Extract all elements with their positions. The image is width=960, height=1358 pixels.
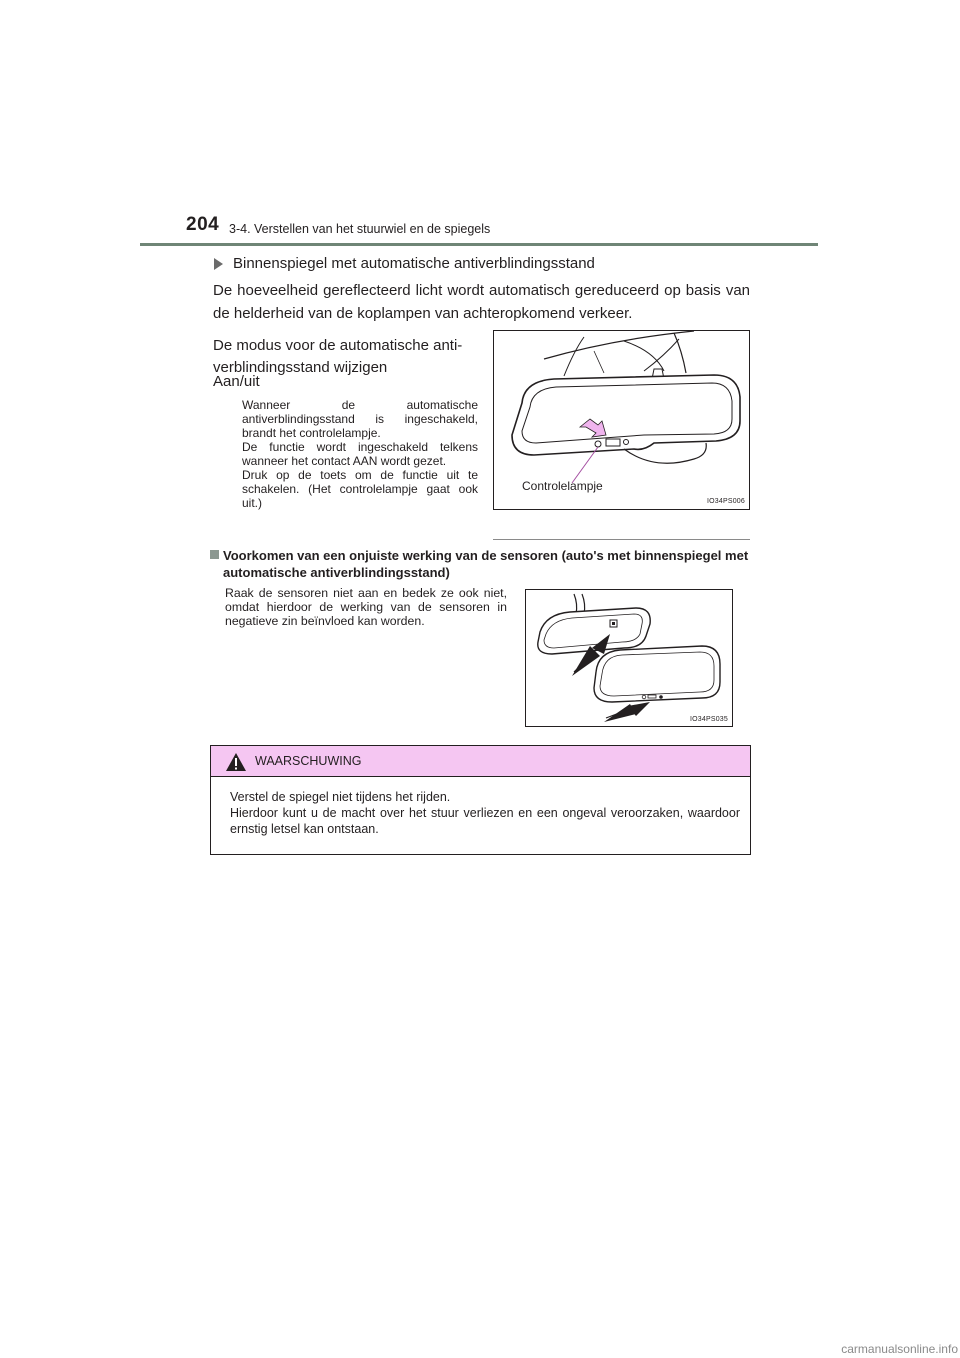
header-divider bbox=[140, 243, 818, 246]
bullet-heading-text: Binnenspiegel met automatische antiverblindingsstand bbox=[233, 255, 595, 272]
warning-icon bbox=[225, 752, 247, 772]
description-line: De functie wordt ingeschakeld telkens wanneer het contact AAN wordt gezet. bbox=[242, 440, 478, 468]
square-bullet-icon bbox=[210, 550, 219, 559]
warning-text bbox=[230, 789, 740, 837]
warning-box bbox=[210, 745, 751, 855]
figure-code: IO34PS035 bbox=[690, 716, 728, 723]
mode-heading-line2: verblindingsstand wijzigen bbox=[213, 359, 388, 376]
triangle-bullet-icon bbox=[214, 258, 223, 270]
mode-heading-line1: De modus voor de automatische anti- bbox=[213, 337, 463, 354]
watermark: carmanualsonline.info bbox=[841, 1342, 958, 1356]
mode-description bbox=[242, 398, 478, 510]
description-line: Druk op de toets om de functie uit te schakelen. (Het controlelampje gaat ook uit.) bbox=[242, 468, 478, 510]
warning-title: WAARSCHUWING bbox=[255, 754, 362, 768]
sensor-heading bbox=[210, 547, 755, 581]
warning-header bbox=[211, 746, 750, 777]
intro-paragraph bbox=[213, 279, 750, 325]
warning-line: Verstel de spiegel niet tijdens het rijden. bbox=[230, 790, 451, 804]
bullet-heading bbox=[213, 255, 595, 272]
section-title: 3-4. Verstellen van het stuurwiel en de spiegels bbox=[229, 222, 491, 236]
sensor-figure bbox=[525, 589, 733, 727]
sensor-heading-text: Voorkomen van een onjuiste werking van de sensoren (auto's met binnenspiegel met automatische antiverblindingsstand) bbox=[223, 548, 749, 580]
on-off-label: Aan/uit bbox=[213, 373, 260, 390]
intro-text: De hoeveelheid gereflecteerd licht wordt automatisch gereduceerd op basis van de helderheid van de koplampen van achteropkomend verkeer. bbox=[213, 282, 750, 322]
figure-code: IO34PS006 bbox=[707, 498, 745, 505]
mirror-indicator-figure bbox=[493, 330, 750, 510]
page-number: 204 bbox=[186, 214, 220, 235]
figure-caption: Controlelampje bbox=[522, 479, 603, 493]
section-divider bbox=[493, 539, 750, 540]
sensor-paragraph: Raak de sensoren niet aan en bedek ze ook niet, omdat hierdoor de werking van de sensoren in negatieve zin beïnvloed kan worden. bbox=[225, 586, 507, 628]
sensor-illustration bbox=[526, 590, 732, 726]
description-line: Wanneer de automatische antiverblindingsstand is ingeschakeld, brandt het controlelampje. bbox=[242, 398, 478, 440]
warning-line: Hierdoor kunt u de macht over het stuur verliezen en een ongeval veroorzaken, waardoor ernstig letsel kan ontstaan. bbox=[230, 806, 740, 836]
